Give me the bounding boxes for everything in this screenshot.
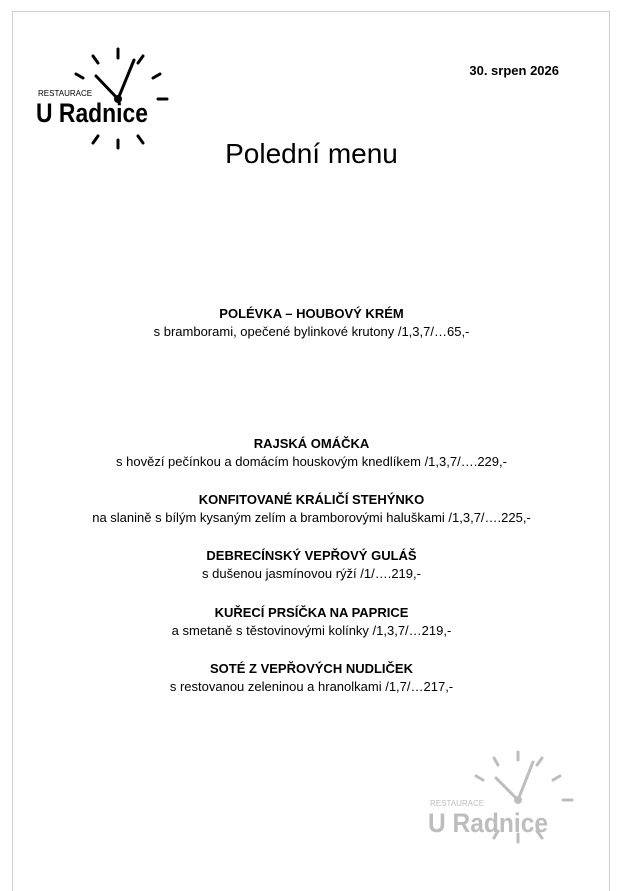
menu-item — [0, 660, 623, 696]
menu-item-description: s dušenou jasmínovou rýží /1/….219,- — [202, 566, 421, 581]
menu-item-name: POLÉVKA – HOUBOVÝ KRÉM — [219, 306, 404, 321]
page-title: Polední menu — [225, 138, 398, 169]
menu-item-description: s hovězí pečínkou a domácím houskovým knedlíkem /1,3,7/….229,- — [116, 454, 507, 469]
clock-logo-watermark-icon — [426, 748, 578, 844]
menu-item — [0, 547, 623, 583]
menu-date: 30. srpen 2026 — [469, 63, 559, 78]
menu-item-description: s bramborami, opečené bylinkové krutony /1,3,7/…65,- — [153, 324, 470, 339]
logo-main-text: U Radnice — [36, 98, 148, 128]
logo-small-text: RESTAURACE — [38, 89, 93, 98]
logo-main-text: U Radnice — [428, 808, 548, 838]
menu-item — [0, 435, 623, 471]
menu-item-name: RAJSKÁ OMÁČKA — [253, 436, 370, 451]
menu-item — [0, 491, 623, 527]
menu-item-name: SOTÉ Z VEPŘOVÝCH NUDLIČEK — [210, 661, 413, 676]
menu-item-description: s restovanou zeleninou a hranolkami /1,7/…217,- — [169, 679, 454, 694]
menu-item-description: na slanině s bílým kysaným zelím a bramborovými haluškami /1,3,7/….225,- — [92, 510, 531, 525]
menu-item — [0, 604, 623, 640]
menu-item-description: a smetaně s těstovinovými kolínky /1,3,7/…219,- — [171, 623, 452, 638]
menu-item-name: KUŘECÍ PRSÍČKA NA PAPRICE — [214, 605, 409, 620]
menu-item-name: DEBRECÍNSKÝ VEPŘOVÝ GULÁŠ — [206, 548, 417, 563]
menu-item-name: KONFITOVANÉ KRÁLIČÍ STEHÝNKO — [198, 492, 425, 507]
restaurant-logo-watermark — [426, 748, 578, 844]
logo-small-text: RESTAURACE — [430, 799, 485, 808]
menu-item-soup — [0, 305, 623, 341]
